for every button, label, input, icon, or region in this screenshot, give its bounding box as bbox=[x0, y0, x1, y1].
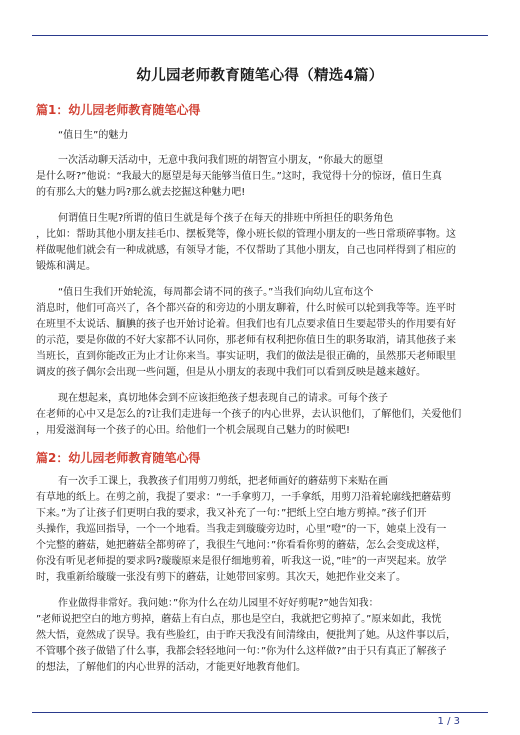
section-heading: 篇2：幼儿园老师教育随笔心得 bbox=[36, 451, 201, 465]
paragraph-line: 的示范，要是你做的不好大家都不认同你，那老师有权利把你值日生的职务取消，请其他孩子来 bbox=[36, 335, 456, 346]
paragraph-line: 有草地的纸上。在剪之前，我提了要求：“一手拿剪刀，一手拿纸，用剪刀沿着轮廓线把蘑菇剪 bbox=[36, 492, 452, 503]
paragraph-line: 有一次手工课上，我教孩子们用剪刀剪纸，把老师画好的蘑菇剪下来贴在画 bbox=[58, 476, 388, 487]
paragraph-line: 时，我重新给璇璇一张没有剪下的蘑菇，让她带回家剪。其次天，她把作业交来了。 bbox=[36, 572, 406, 583]
document-title: 幼儿园老师教育随笔心得（精选4篇） bbox=[136, 68, 384, 84]
paragraph bbox=[36, 391, 484, 439]
section-1 bbox=[36, 101, 484, 439]
paragraph-line: 不管哪个孩子做错了什么事，我都会轻轻地问一句：”你为什么这样做?”由于只有真正了解孩子 bbox=[36, 646, 447, 657]
paragraph-line: 然大悟，竟然成了误导。我有些脸红，由于昨天我没有间清缘由，便批判了她。从这件事以后， bbox=[36, 630, 456, 641]
paragraph bbox=[36, 474, 484, 586]
paragraph-line: 的想法，了解他们的内心世界的活动，才能更好地教育他们。 bbox=[36, 662, 306, 673]
section-heading: 篇1：幼儿园老师教育随笔心得 bbox=[36, 103, 201, 117]
paragraph bbox=[36, 153, 484, 201]
paragraph-line: 消息时，他们可高兴了，各个都兴奋的和旁边的小朋友聊着，什么时候可以轮到我等等。连平时 bbox=[36, 303, 456, 314]
paragraph bbox=[36, 285, 484, 381]
paragraph-line: ”老师说把空白的地方剪掉，蘑菇上有白点，那也是空白，我就把它剪掉了。”原来如此，我恍 bbox=[36, 614, 442, 625]
paragraph bbox=[36, 596, 484, 676]
section-subheading: “值日生”的魅力 bbox=[58, 130, 129, 141]
paragraph-line: “值日生我们开始轮流，每周都会请不同的孩子。”当我们向幼儿宣布这个 bbox=[58, 287, 374, 298]
page-indicator: 1 / 3 bbox=[437, 716, 460, 727]
document-body bbox=[36, 64, 484, 686]
paragraph-line: ，比如：帮助其他小朋友挂毛巾、摆板凳等，像小班长似的管理小朋友的一些日常琐碎事物。这 bbox=[36, 229, 456, 240]
paragraph-line: 的有那么大的魅力吗?那么就去挖掘这种魅力吧! bbox=[36, 187, 246, 198]
paragraph-line: 你没有听见老师提的要求吗?璇璇原来是很仔细地剪着，听我这一说，”哇”的一声哭起来。放学 bbox=[36, 556, 447, 567]
paragraph-line: 一次活动聊天活动中，无意中我问我们班的胡智宣小朋友，“你最大的愿望 bbox=[58, 155, 384, 166]
paragraph-line: 锻炼和满足。 bbox=[36, 261, 96, 272]
paragraph-line: 作业做得非常好。我问她：”你为什么在幼儿园里不好好剪呢?”她告知我： bbox=[58, 598, 379, 609]
section-2 bbox=[36, 449, 484, 676]
paragraph-line: ，用爱滋润每一个孩子的心田。给他们一个机会展现自己魅力的时候吧! bbox=[36, 425, 351, 436]
paragraph-line: 在老师的心中又是怎么的?让我们走进每一个孩子的内心世界，去认识他们，了解他们，关爱他们 bbox=[36, 409, 462, 420]
paragraph-line: 样做呢他们就会有一种成就感，有领导才能，不仅帮助了其他小朋友，自己也同样得到了相应的 bbox=[36, 245, 456, 256]
paragraph-line: 现在想起来，真切地体会到不应该拒绝孩子想表现自己的请求。可每个孩子 bbox=[58, 393, 388, 404]
paragraph-line: 下来。”为了让孩子们更明白我的要求，我又补充了一句：”把纸上空白地方剪掉。”孩子们开 bbox=[36, 508, 427, 519]
paragraph-line: 何谓值日生呢?所谓的值日生就是每个孩子在每天的排班中所担任的职务角色 bbox=[58, 213, 394, 224]
header-rule bbox=[32, 35, 488, 36]
paragraph-line: 头操作，我巡回指导，一个一个地看。当我走到璇璇旁边时，心里”噔”的一下，她桌上没有一 bbox=[36, 524, 447, 535]
paragraph-line: 个完整的蘑菇，她把蘑菇全都剪碎了，我很生气地问：”你看看你剪的蘑菇，怎么会变成这样， bbox=[36, 540, 447, 551]
paragraph-line: 当班长，直到你能改正为止才让你来当。事实证明，我们的做法是很正确的，虽然那天老师眼里 bbox=[36, 351, 456, 362]
paragraph-line: 是什么呀?”他说：“我最大的愿望是每天能够当值日生。”这时，我觉得十分的惊讶，值日生真 bbox=[36, 171, 442, 182]
paragraph bbox=[36, 211, 484, 275]
paragraph-line: 调皮的孩子偶尔会出现一些问题，但是从小朋友的表现中我们可以看到反映是越来越好。 bbox=[36, 367, 426, 378]
footer-rule bbox=[32, 712, 488, 713]
paragraph-line: 在班里不太说话、腼腆的孩子也开始讨论着。但我们也有几点要求值日生要起带头的作用要有好 bbox=[36, 319, 456, 330]
